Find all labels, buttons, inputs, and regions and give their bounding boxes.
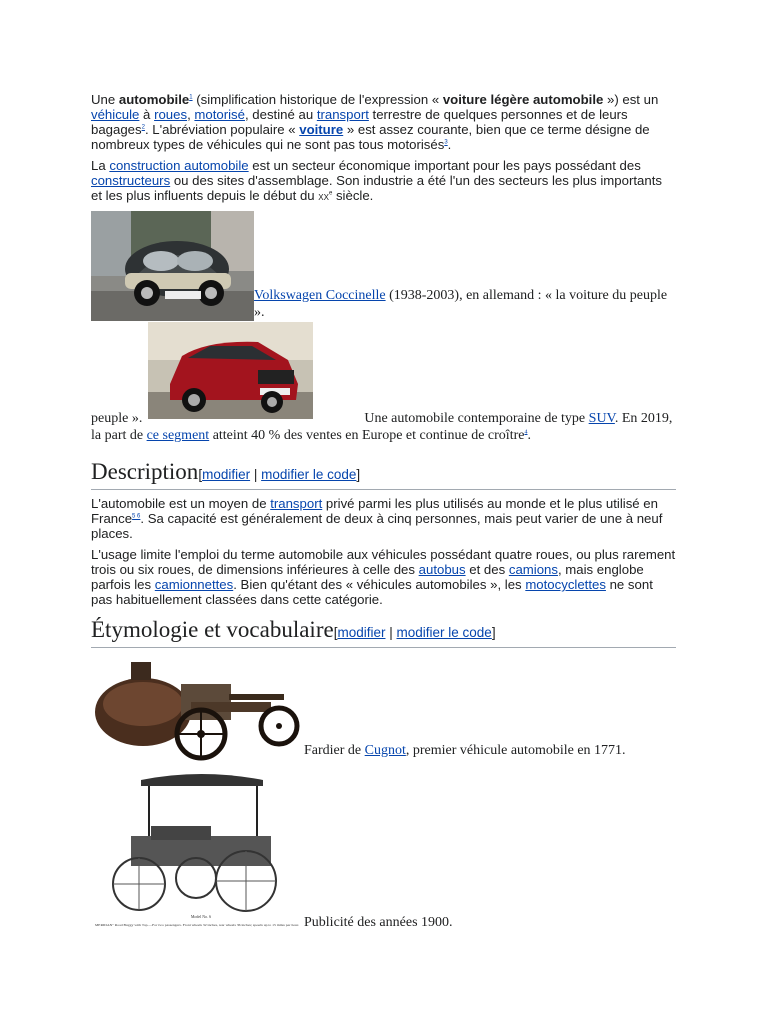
beetle-car-photo[interactable] <box>91 211 254 321</box>
heading-etymologie: Étymologie et vocabulaire[modifier | modifier le code] <box>91 617 676 648</box>
link-autobus[interactable]: autobus <box>418 562 466 577</box>
section-description <box>91 459 676 613</box>
description-paragraph-1: L'automobile est un moyen de transport privé parmi les plus utilisés au monde et le plus utilisé en France$^{5 6}$. Sa capacité est généralement de deux à cinq personnes, mais peut varier de une à neuf places. <box>91 496 663 541</box>
ad-model-label: Model No. 6 <box>190 914 212 919</box>
suv-figure-block <box>91 322 676 419</box>
ad-description-text: MERIDAN" Road Buggy with Top.—For two passengers. Front wheels 32 inches, rear wheels 36 inches; speeds up to 15 miles per hour. <box>95 923 288 927</box>
ref-5-6[interactable]: 5 6 <box>132 513 141 520</box>
cugnot-steam-vehicle-image[interactable] <box>91 654 303 762</box>
link-ce-segment[interactable]: ce segment <box>146 428 210 443</box>
link-roues[interactable]: roues <box>154 107 188 122</box>
description-paragraph-2: L'usage limite l'emploi du terme automobile aux véhicules possédant quatre roues, ou plus rarement trois ou six roues, de dimensions inférieures à celle des autobus et des camions, mais englobe parfois les camionnettes. Bien qu'étant des « véhicules automobiles », les motocyclettes ne sont pas habituellement classées dans cette catégorie. <box>91 547 676 607</box>
figure-cugnot: Fardier de Cugnot, premier véhicule automobile en 1771. <box>91 654 676 762</box>
link-suv[interactable]: SUV <box>588 411 615 426</box>
link-constructeurs[interactable]: constructeurs <box>91 173 171 188</box>
vintage-buggy-advertisement[interactable] <box>91 766 303 934</box>
intro-paragraph-2: La construction automobile est un secteur économique important pour les pays possédant des constructeurs ou des sites d'assemblage. Son industrie a été l'un des secteurs les plus importants et les plus influents depuis le début du $xx^e$ siècle. <box>91 158 662 203</box>
link-camions[interactable]: camions <box>508 562 558 577</box>
edit-section-button[interactable]: modifier <box>337 625 386 640</box>
ref-1[interactable]: 1 <box>189 94 193 101</box>
link-motocyclettes[interactable]: motocyclettes <box>525 577 606 592</box>
term-automobile: automobile <box>118 92 190 107</box>
link-transport[interactable]: transport <box>316 107 369 122</box>
link-volkswagen-coccinelle[interactable]: Volkswagen Coccinelle <box>254 288 386 303</box>
edit-source-button[interactable]: modifier le code <box>261 467 357 482</box>
suv-caption: peuple ». Une automobile contemporaine de type SUV. En 2019, la part de ce segment atteint 40 % des ventes en Europe et continue de croître$^4$. <box>91 411 673 443</box>
edit-section-button[interactable]: modifier <box>202 467 251 482</box>
section-etymologie <box>91 617 676 934</box>
link-cugnot[interactable]: Cugnot <box>364 743 406 758</box>
edit-source-button[interactable]: modifier le code <box>396 625 492 640</box>
red-suv-photo[interactable] <box>148 322 313 419</box>
link-motorise[interactable]: motorisé <box>194 107 245 122</box>
link-camionnettes[interactable]: camionnettes <box>154 577 234 592</box>
heading-description: Description[modifier | modifier le code] <box>91 459 676 490</box>
link-vehicule[interactable]: véhicule <box>91 107 140 122</box>
ref-3[interactable]: 3 <box>444 139 448 146</box>
article-content <box>91 92 676 321</box>
link-transport-2[interactable]: transport <box>270 496 323 511</box>
buggy-caption: Publicité des années 1900. <box>304 915 453 930</box>
figure-buggy <box>91 766 676 934</box>
ref-4[interactable]: 4 <box>524 429 528 436</box>
link-construction-automobile[interactable]: construction automobile <box>109 158 249 173</box>
figure-captions-block: Volkswagen Coccinelle (1938-2003), en allemand : « la voiture du peuple ». <box>91 211 676 321</box>
link-voiture[interactable]: voiture <box>299 122 344 137</box>
ref-2[interactable]: 2 <box>141 124 145 131</box>
intro-paragraph-1: Une automobile$^1$ (simplification historique de l'expression « voiture légère automobile ») est un véhicule à roues, motorisé, destiné au transport terrestre de quelques personnes et de leurs bagages$^2$. L'abréviation populaire « voiture » est assez courante, bien que ce terme désigne de nombreux types de véhicules qui ne sont pas tous motorisés$^3$. <box>91 92 659 152</box>
